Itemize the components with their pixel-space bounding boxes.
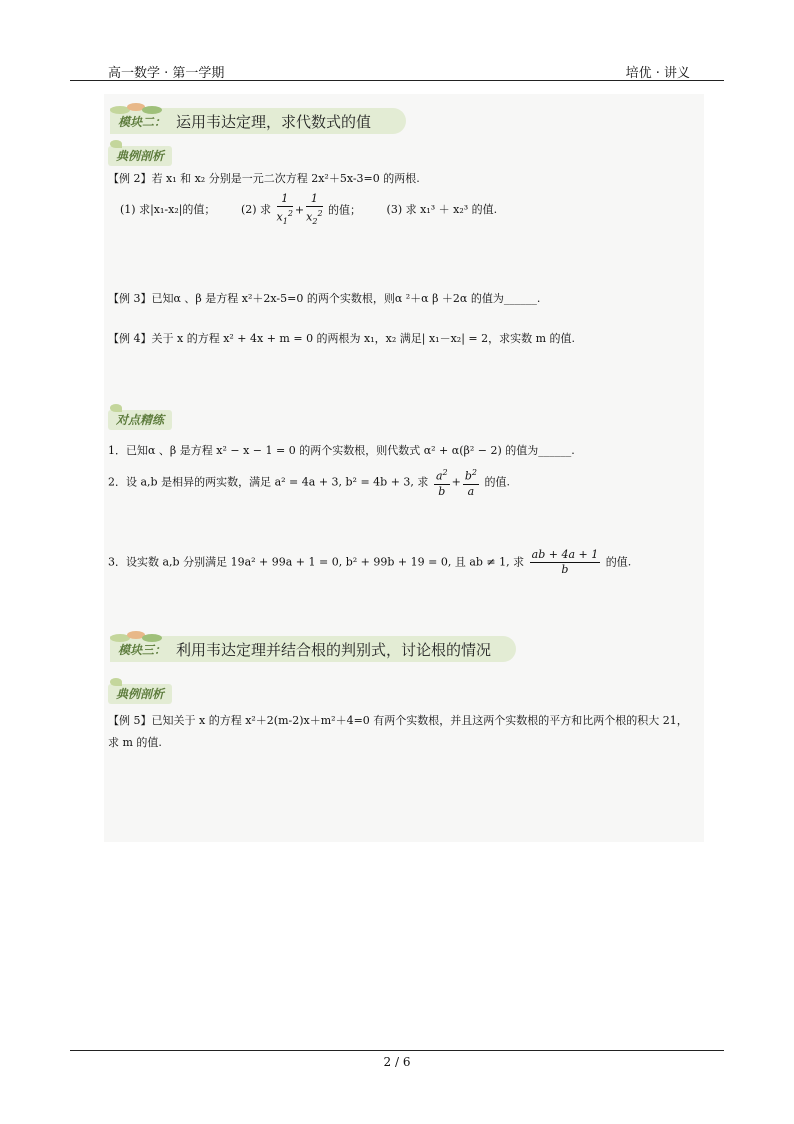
example-2-questions: (1) 求|x₁-x₂|的值； (2) 求 $\frac{1}{x_1^2}$ + $\frac{1}{x_2^2}$ 的值； (3) 求 x₁³ ＋ x₂³ 的值. xyxy=(108,192,497,229)
tag-practice: 对点精练 xyxy=(108,410,172,430)
fraction-ab-4a-1-over-b: $\frac{ab + 4a + 1}{b}$ xyxy=(531,548,599,576)
example-5-line2: 求 m 的值. xyxy=(108,736,162,749)
fraction-b2-over-a: $\frac{b^2}{a}$ xyxy=(464,468,477,498)
module2-label: 模块二： xyxy=(118,115,167,129)
module3-title: 利用韦达定理并结合根的判别式，讨论根的情况 xyxy=(176,641,492,659)
example-4-text: 【例 4】关于 x 的方程 x² + 4x + m = 0 的两根为 x₁，x₂ 满足| x₁－x₂| = 2，求实数 m 的值. xyxy=(108,332,576,345)
practice-2-prefix: 2．设 a,b 是相异的两实数，满足 a² = 4a + 3, b² = 4b + 3, 求 xyxy=(108,475,429,489)
practice-3 xyxy=(108,548,631,577)
practice-3-suffix: 的值. xyxy=(605,555,632,569)
tag-example-1: 典例剖析 xyxy=(108,146,172,166)
example-2-q3: (3) 求 x₁³ ＋ x₂³ 的值. xyxy=(386,203,498,217)
practice-2-suffix: 的值. xyxy=(484,475,510,489)
module2-title: 运用韦达定理，求代数式的值 xyxy=(176,113,372,131)
header-left: 高一数学 · 第一学期 xyxy=(108,66,225,81)
example-2-q2-prefix: (2) 求 xyxy=(240,203,272,217)
module2-banner xyxy=(110,108,406,134)
module3-banner xyxy=(110,636,516,662)
fraction-1-over-x1sq: $\frac{1}{x_1^2}$ xyxy=(276,192,293,226)
header-right: 培优 · 讲义 xyxy=(625,66,690,81)
footer-rule xyxy=(70,1050,724,1051)
practice-3-prefix: 3．设实数 a,b 分别满足 19a² + 99a + 1 = 0, b² + 99b + 19 = 0, 且 ab ≠ 1, 求 xyxy=(108,555,525,569)
example-2-q2-suffix: 的值； xyxy=(328,203,362,217)
example-5-line1: 【例 5】已知关于 x 的方程 x²＋2(m-2)x＋m²＋4=0 有两个实数根，并且这两个实数根的平方和比两个根的积大 21， xyxy=(108,714,688,727)
module3-label: 模块三： xyxy=(118,643,167,657)
page-number: 2 / 6 xyxy=(383,1055,411,1069)
fraction-1-over-x2sq: $\frac{1}{x_2^2}$ xyxy=(306,192,323,226)
example-2-q1: (1) 求|x₁-x₂|的值； xyxy=(120,203,216,217)
practice-2: 2．设 a,b 是相异的两实数，满足 a² = 4a + 3, b² = 4b + 3, 求 $\frac{a^2}{b}$ + $\frac{b^2}{a}$ 的值. xyxy=(108,468,510,498)
practice-1-text: 1．已知α 、β 是方程 x² − x − 1 = 0 的两个实数根，则代数式 α² + α(β² − 2) 的值为______. xyxy=(108,444,575,457)
tag-example-2: 典例剖析 xyxy=(108,684,172,704)
example-3-text: 【例 3】已知α 、β 是方程 x²＋2x-5=0 的两个实数根，则α ²＋α β ＋2α 的值为______. xyxy=(108,292,541,305)
example-2-text: 【例 2】若 x₁ 和 x₂ 分别是一元二次方程 2x²＋5x-3=0 的两根. xyxy=(108,172,420,185)
header-rule xyxy=(70,80,724,81)
fraction-a2-over-b: $\frac{a^2}{b}$ xyxy=(435,468,448,498)
